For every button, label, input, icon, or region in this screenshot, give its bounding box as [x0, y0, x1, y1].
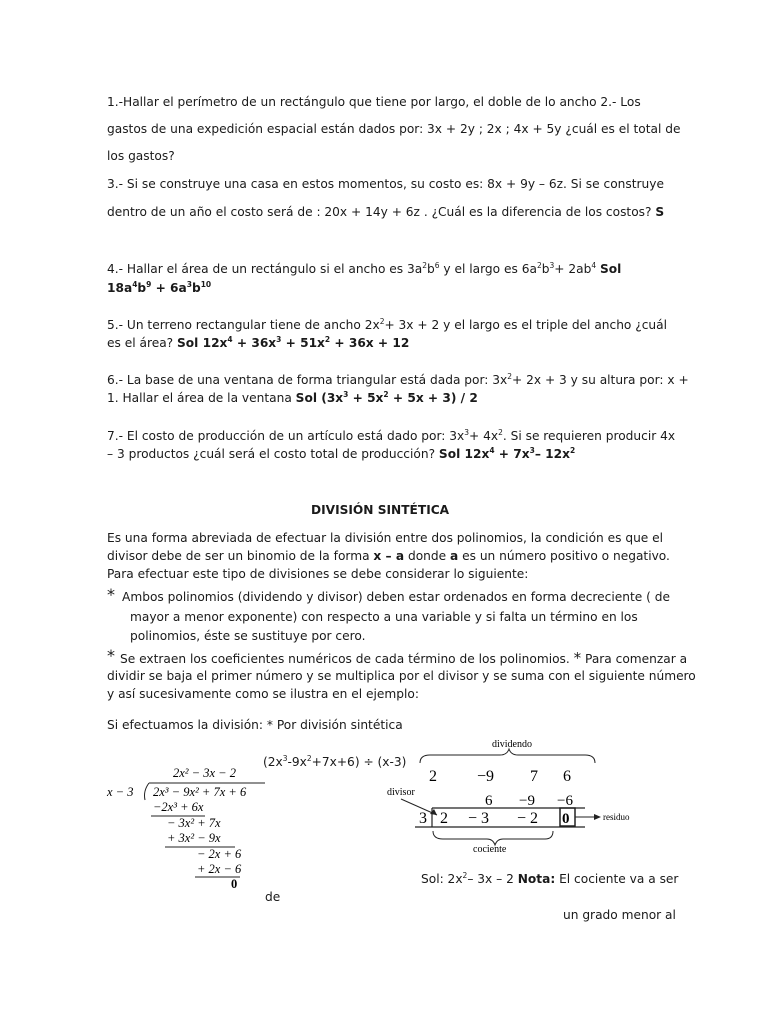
synthetic-division-figure	[385, 735, 695, 855]
result-2: − 3	[468, 810, 490, 827]
remainder: 0	[562, 811, 570, 827]
problem-3-line-2: dentro de un año el costo será de : 20x + 14y + 6z . ¿Cuál es la diferencia de los costos? S	[107, 205, 665, 219]
problem-1-line-1: 1.-Hallar el perímetro de un rectángulo que tiene por largo, el doble de lo ancho 2.- Los	[107, 95, 641, 109]
bullet-2-line-1: Se extraen los coeficientes numéricos de cada término de los polinomios. * Para comenzar a	[120, 649, 688, 667]
product-2: −9	[519, 793, 535, 809]
intro-line-2: divisor debe de ser un binomio de la forma x – a donde a es un número positivo o negativo.	[107, 549, 670, 563]
label-residuo: residuo	[603, 812, 630, 822]
bullet-2-line-2: dividir se baja el primer número y se multiplica por el divisor y se suma con el siguiente número	[107, 669, 696, 683]
coef-4: 6	[563, 768, 571, 785]
ld-remainder: 0	[231, 877, 238, 889]
intro-line-3: Para efectuar este tipo de divisiones se debe considerar lo siguiente:	[107, 567, 529, 581]
bullet-1-line-3: polinomios, éste se sustituye por cero.	[130, 629, 366, 643]
problem-2-line-3: los gastos?	[107, 149, 175, 163]
coef-3: 7	[530, 768, 538, 785]
bullet-1-line-2: mayor a menor exponente) con respecto a una variable y si falta un término en los	[130, 610, 638, 624]
label-cociente: cociente	[473, 844, 507, 855]
label-divisor: divisor	[387, 787, 415, 798]
product-3: −6	[557, 793, 573, 809]
result-1: 2	[440, 810, 448, 827]
section-title: DIVISIÓN SINTÉTICA	[311, 503, 450, 517]
bullet-star: *	[107, 585, 115, 604]
problem-4-solution: $18a^4b^9 + 6a^3b^{10}$	[107, 280, 212, 295]
problem-4-line-1: 4.- Hallar el área de un rectángulo si el ancho es $3a^2b^6$ y el largo es $6a^2b^3+ 2ab^4$ Sol	[107, 261, 622, 276]
ld-row-5: + 2x − 6	[197, 862, 242, 876]
example-expression: $(2x^3-9x^2+7x+6) \div (x-3)$	[263, 754, 407, 769]
solution-last-line: un grado menor al	[563, 908, 676, 922]
example-intro: Si efectuamos la división: * Por división sintética	[107, 718, 403, 732]
bullet-2-line-3: y así sucesivamente como se ilustra en el ejemplo:	[107, 687, 419, 701]
problem-7-line-2: – 3 productos ¿cuál será el costo total de producción? Sol $12x^4 + 7x^3-$ $12x^2$	[107, 446, 576, 461]
ld-row-1: −2x³ + 6x	[153, 800, 204, 814]
problem-6-line-2: 1. Hallar el área de la ventana Sol $(3x^3 + 5x^2 + 5x + 3) / 2$	[107, 390, 478, 405]
problem-5-line-1: 5.- Un terreno rectangular tiene de ancho $2x^2+ 3x + 2$ y el largo es el triple del ancho ¿cuál	[107, 317, 668, 332]
result-3: − 2	[517, 810, 539, 827]
bullet-star: *	[107, 646, 115, 665]
ld-quotient: 2x² − 3x − 2	[173, 766, 236, 780]
problem-2-line-2: gastos de una expedición espacial están dados por: 3x + 2y ; 2x ; 4x + 5y ¿cuál es el total de	[107, 122, 681, 136]
divisor-value: 3	[419, 810, 427, 827]
intro-line-1: Es una forma abreviada de efectuar la división entre dos polinomios, la condición es que el	[107, 531, 664, 545]
ld-row-2: − 3x² + 7x	[167, 816, 221, 830]
ld-divisor: x − 3	[107, 785, 134, 799]
problem-6-line-1: 6.- La base de una ventana de forma triangular está dada por: $3x^2+ 2x + 3$ y su altura por: x +	[107, 372, 689, 387]
problem-3-line-1: 3.- Si se construye una casa en estos momentos, su costo es: 8x + 9y – 6z. Si se construye	[107, 177, 664, 191]
ld-row-3: + 3x² − 9x	[167, 831, 221, 845]
solution-de: de	[265, 890, 281, 904]
problem-7-line-1: 7.- El costo de producción de un artículo está dado por: $3x^3+ 4x^2$. Si se requieren producir 4x	[107, 428, 676, 443]
coef-2: −9	[477, 768, 495, 785]
long-division-figure	[105, 764, 275, 889]
ld-row-4: − 2x + 6	[197, 847, 242, 861]
problem-5-line-2: es el área? Sol $12x^4 + 36x^3 + 51x^2 + 36x + 12$	[107, 335, 410, 350]
bullet-1-line-1: Ambos polinomios (dividendo y divisor) deben estar ordenados en forma decreciente ( de	[122, 590, 670, 604]
coef-1: 2	[429, 768, 437, 785]
ld-dividend: 2x³ − 9x² + 7x + 6	[153, 785, 247, 799]
label-dividendo: dividendo	[492, 739, 532, 750]
solution-line: Sol: $2x^2-$ 3x – 2 Nota: El cociente va a ser	[421, 871, 679, 886]
product-1: 6	[485, 793, 493, 809]
